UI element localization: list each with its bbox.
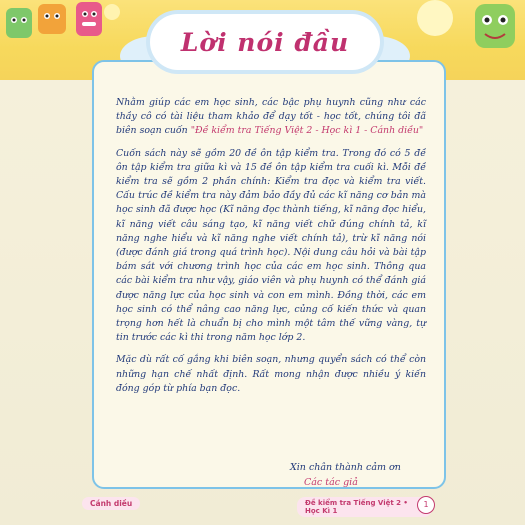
book-title-footer: Đề kiểm tra Tiếng Việt 2 • Học Kì 1 — [297, 497, 432, 517]
page-footer — [82, 497, 432, 515]
paragraph-closing: Mặc dù rất cố gắng khi biên soạn, nhưng quyển sách có thể còn những hạn chế nhất định. Rất mong nhận được nhiều ý kiến đóng góp từ phía bạn đọc. — [116, 354, 426, 394]
page-number: 1 — [417, 496, 435, 514]
thanks-line: Xin chân thành cảm ơn — [290, 462, 401, 473]
paragraph-intro — [116, 96, 426, 139]
title-banner — [150, 14, 380, 70]
series-label: Cánh diều — [82, 497, 140, 510]
authors-line: Các tác giả — [304, 477, 358, 488]
paragraph-content: Cuốn sách này sẽ gồm 20 đề ôn tập kiểm tra. Trong đó có 5 đề ôn tập kiểm tra giữa kì và 15 đề ôn tập kiểm tra cuối kì. Mỗi đề kiểm tra sẽ gồm 2 phần chính: Kiểm tra đọc và kiểm tra viết. Cấu trúc đề kiểm tra này đảm bảo đầy đủ các kĩ năng cơ bản mà học sinh đã được học (Kĩ năng đọc thành tiếng, kĩ năng đọc hiểu, kĩ năng viết câu sáng tạo, kĩ năng viết chữ đúng chính tả, kĩ năng nghe hiểu và kĩ năng nghe viết chính tả), trừ kĩ năng nói (được đánh giá trong quá trình học). Nội dung câu hỏi và bài tập bám sát với chương trình học của các em học sinh. Thông qua các bài kiểm tra như vậy, giáo viên và phụ huynh có thể đánh giá được năng lực của học sinh và con em mình. Đồng thời, các em học sinh có thể nâng cao năng lực, củng cố kiến thức và quan trọng hơn hết là chuẩn bị cho mình một tâm thế vững vàng, tự tin trước các kì thi trong năm học lớp 2. — [116, 147, 426, 344]
signature-block — [290, 462, 430, 488]
book-title-reference: "Đề kiểm tra Tiếng Việt 2 - Học kì 1 - Cánh diều" — [190, 125, 424, 137]
preface-body — [116, 96, 426, 404]
page-title: Lời nói đầu — [180, 27, 350, 57]
intro-text: Nhằm giúp các em học sinh, các bậc phụ huynh cũng như các thầy cô có tài liệu tham khảo để dạy tốt - học tốt, chúng tôi đã biên soạn cuốn — [116, 97, 426, 137]
